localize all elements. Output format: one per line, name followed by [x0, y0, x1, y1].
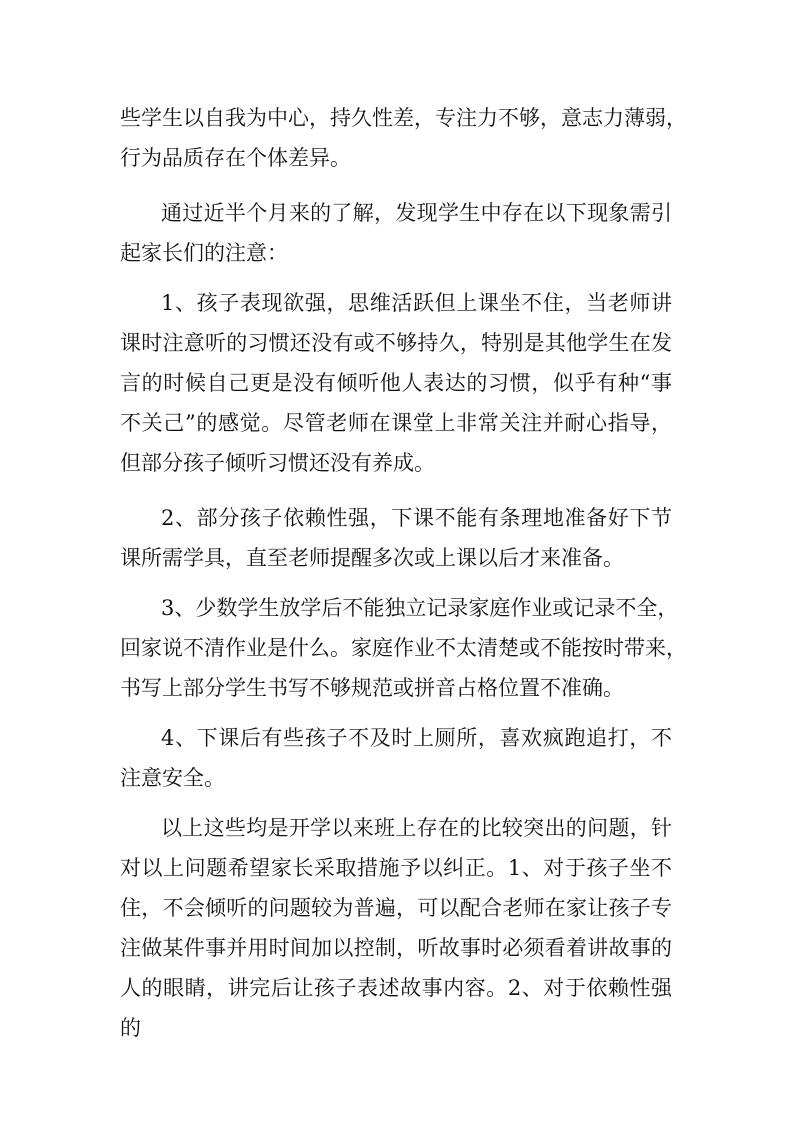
text-line-content: 但部分孩子倾听习惯还没有养成。: [120, 451, 435, 475]
text-line-content: 对以上问题希望家长采取措施予以纠正。1、对于孩子坐不: [120, 856, 672, 880]
text-line: [0, 588, 794, 628]
text-line: [0, 718, 794, 758]
text-line: [0, 808, 794, 848]
text-line-content: 言的时候自己更是没有倾听他人表达的习惯，似乎有种“事: [120, 371, 672, 395]
text-line: [0, 628, 794, 668]
text-line: [0, 1008, 794, 1048]
text-line: [0, 363, 794, 403]
text-line: [0, 443, 794, 483]
text-line: [0, 928, 794, 968]
text-line-content: 通过近半个月来的了解，发现学生中存在以下现象需引: [161, 201, 672, 225]
text-line-content: 课所需学具，直至老师提醒多次或上课以后才来准备。: [120, 546, 624, 570]
text-line-content: 1、孩子表现欲强，思维活跃但上课坐不住，当老师讲: [161, 291, 672, 315]
text-line: [0, 848, 794, 888]
text-line: [0, 888, 794, 928]
text-line-content: 2、部分孩子依赖性强，下课不能有条理地准备好下节: [161, 506, 672, 530]
text-line: [0, 98, 794, 138]
text-line-content: 注意安全。: [120, 766, 225, 790]
text-line: [0, 283, 794, 323]
text-line: [0, 968, 794, 1008]
text-line-content: 不关己”的感觉。尽管老师在课堂上非常关注并耐心指导，: [120, 411, 672, 435]
text-line-content: 3、少数学生放学后不能独立记录家庭作业或记录不全，: [161, 596, 679, 620]
text-line-content: 些学生以自我为中心，持久性差，专注力不够，意志力薄弱，: [120, 106, 687, 130]
text-line-content: 住，不会倾听的问题较为普遍，可以配合老师在家让孩子专: [120, 896, 672, 920]
text-line-content: 的: [120, 1016, 141, 1040]
text-line: [0, 758, 794, 798]
text-line: [0, 403, 794, 443]
text-line: [0, 668, 794, 708]
text-line-content: 人的眼睛，讲完后让孩子表述故事内容。2、对于依赖性强: [120, 976, 672, 1000]
text-line: [0, 323, 794, 363]
text-line: [0, 538, 794, 578]
text-line: [0, 498, 794, 538]
text-line-content: 注做某件事并用时间加以控制，听故事时必须看着讲故事的: [120, 936, 672, 960]
text-line-content: 回家说不清作业是什么。家庭作业不太清楚或不能按时带来，: [120, 636, 687, 660]
text-line: [0, 233, 794, 273]
text-line-content: 行为品质存在个体差异。: [120, 146, 351, 170]
text-line-content: 4、下课后有些孩子不及时上厕所，喜欢疯跑追打，不: [161, 726, 672, 750]
text-line: [0, 193, 794, 233]
text-line-content: 课时注意听的习惯还没有或不够持久，特别是其他学生在发: [120, 331, 672, 355]
text-line-content: 起家长们的注意：: [120, 241, 288, 265]
text-line: [0, 138, 794, 178]
text-line-content: 书写上部分学生书写不够规范或拼音占格位置不准确。: [120, 676, 624, 700]
text-line-content: 以上这些均是开学以来班上存在的比较突出的问题，针: [161, 816, 672, 840]
